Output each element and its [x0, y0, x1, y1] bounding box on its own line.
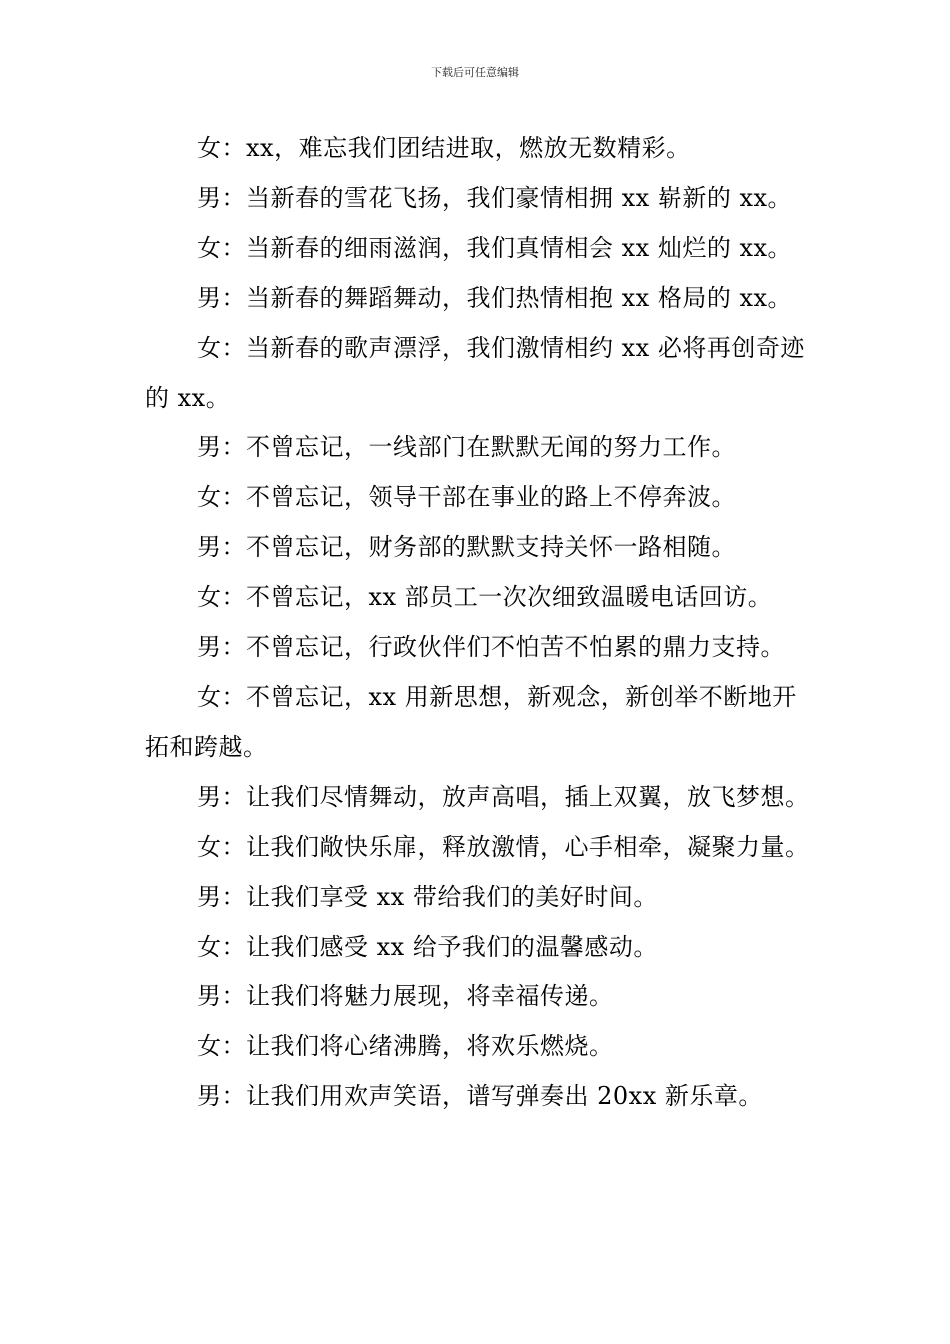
dialogue-line: 女：不曾忘记，xx 用新思想，新观念，新创举不断地开拓和跨越。	[145, 682, 797, 761]
dialogue-line: 男：让我们尽情舞动，放声高唱，插上双翼，放飞梦想。	[197, 782, 810, 811]
dialogue-line: 女：不曾忘记，xx 部员工一次次细致温暖电话回访。	[197, 583, 773, 612]
dialogue-line: 男：让我们将魅力展现，将幸福传递。	[197, 982, 614, 1011]
dialogue-line: 男：不曾忘记，财务部的默默支持关怀一路相随。	[197, 533, 736, 562]
dialogue-line: 男：不曾忘记，行政伙伴们不怕苦不怕累的鼎力支持。	[197, 633, 785, 662]
dialogue-line: 女：让我们将心绪沸腾，将欢乐燃烧。	[197, 1032, 614, 1061]
dialogue-line: 女：让我们感受 xx 给予我们的温馨感动。	[197, 932, 658, 961]
dialogue-line: 女：让我们敞快乐扉，释放激情，心手相牵，凝聚力量。	[197, 832, 810, 861]
dialogue-line: 女：当新春的细雨滋润，我们真情相会 xx 灿烂的 xx。	[197, 233, 793, 262]
dialogue-line: 男：当新春的舞蹈舞动，我们热情相抱 xx 格局的 xx。	[197, 283, 793, 312]
page-header: 下载后可任意编辑	[431, 66, 519, 79]
script-body	[145, 124, 810, 1122]
dialogue-line: 女：当新春的歌声漂浮，我们激情相约 xx 必将再创奇迹的 xx。	[145, 333, 805, 412]
dialogue-line: 女：不曾忘记，领导干部在事业的路上不停奔波。	[197, 483, 736, 512]
dialogue-line: 男：当新春的雪花飞扬，我们豪情相拥 xx 崭新的 xx。	[197, 183, 793, 212]
dialogue-line: 男：不曾忘记，一线部门在默默无闻的努力工作。	[197, 433, 736, 462]
dialogue-line: 男：让我们用欢声笑语，谱写弹奏出 20xx 新乐章。	[197, 1082, 763, 1111]
dialogue-line: 女：xx，难忘我们团结进取，燃放无数精彩。	[197, 134, 691, 162]
dialogue-line: 男：让我们享受 xx 带给我们的美好时间。	[197, 882, 658, 911]
